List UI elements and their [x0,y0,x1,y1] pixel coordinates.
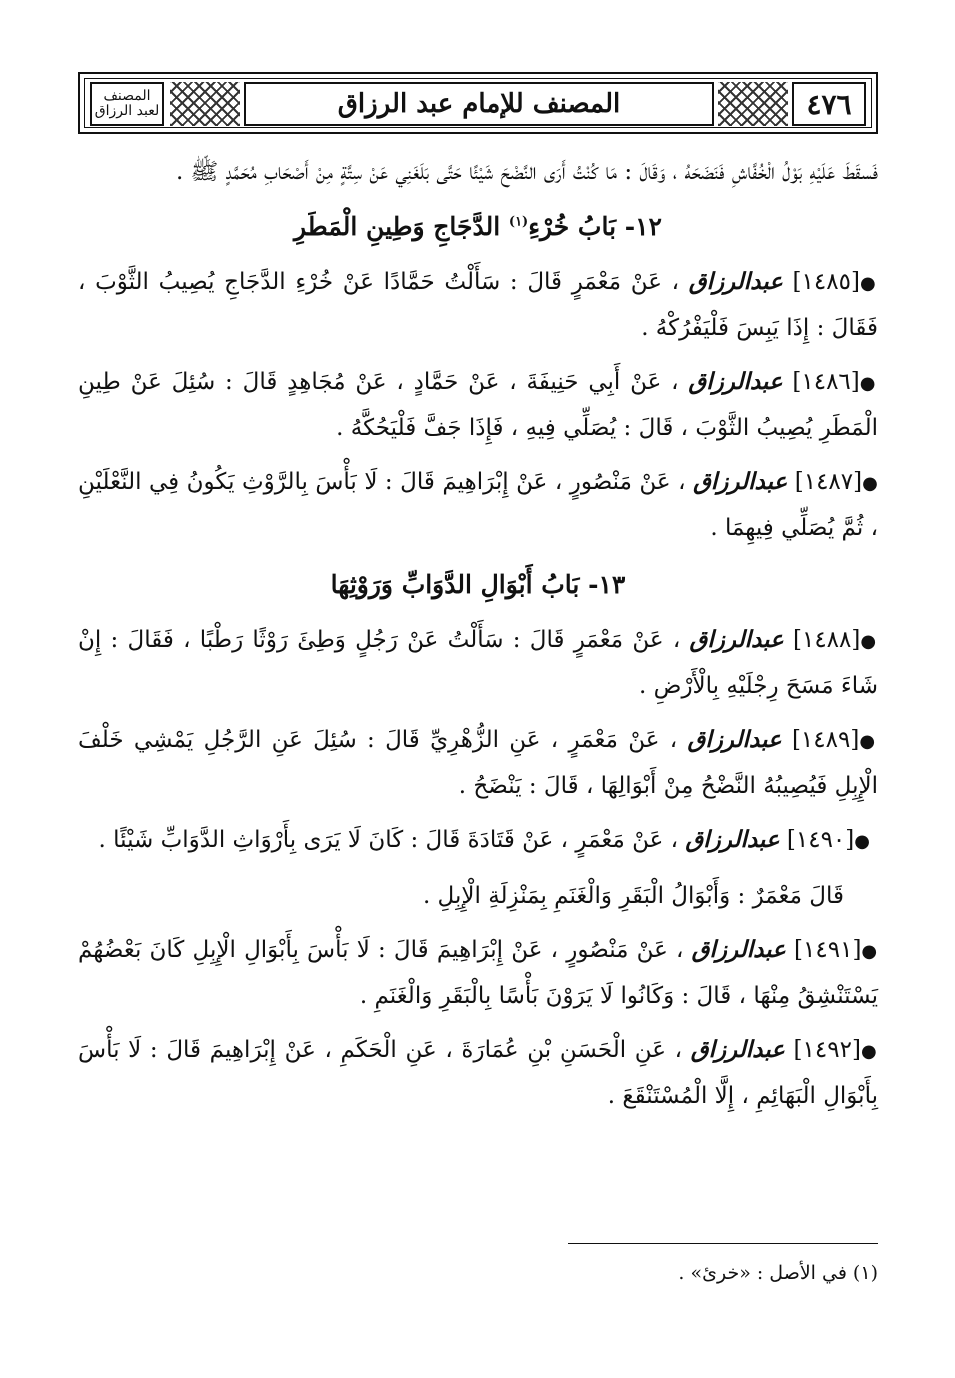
hadith-number: [١٤٨٧] [794,469,863,495]
hadith-author: عبدالرزاق [689,626,784,653]
book-seal [90,82,164,126]
hadith-number: [١٤٨٥] [792,269,860,295]
hadith-author: عبدالرزاق [685,826,780,853]
hadith-entry [78,718,878,808]
chapter-heading: ١٣- بَابُ أَبْوَالِ الدَّوَابِّ وَرَوْثِهَا [330,570,626,599]
hadith-number: [١٤٩٢] [793,1037,861,1063]
bullet-icon: ● [859,731,879,752]
hadith-author: عبدالرزاق [687,726,782,753]
chapter-heading-rest: الدَّجَاجِ وَطِينِ الْمَطَرِ [294,212,501,241]
page-body [78,150,878,1128]
hadith-entry [78,618,878,708]
hadith-note: قَالَ مَعْمَرٌ : وَأَبْوَالُ الْبَقَرِ وَالْغَنَمِ بِمَنْزِلَةِ الْإِبِلِ . [422,883,844,909]
hadith-number: [١٤٩١] [794,937,862,963]
hadith-text: ، عَنْ مَنْصُورٍ ، عَنْ إِبْرَاهِيمَ قَالَ : لَا بَأْسَ بِالرَّوْثِ يَكُونُ فِي النَّعْلَيْنِ ، ثُمَّ يُصَلِّي فِيهِمَا . [78,469,878,541]
ornament-left [170,82,240,126]
hadith-text: ، عَنْ مَعْمَرٍ قَالَ : سَأَلْتُ حَمَّادًا عَنْ خُرْءِ الدَّجَاجِ يُصِيبُ الثَّوْبَ ، فَقَالَ : إِذَا يَبِسَ فَلْيَفْرُكْهُ . [78,269,878,341]
hadith-text: ، عَنْ مَعْمَرٍ ، عَنْ قَتَادَةَ قَالَ : كَانَ لَا يَرَى بِأَرْوَاثِ الدَّوَابِّ شَيْئًا . [98,827,679,853]
hadith-entry [78,818,878,864]
bullet-icon: ● [854,831,870,852]
hadith-text: ، عَنْ مَنْصُورٍ ، عَنْ إِبْرَاهِيمَ قَالَ : لَا بَأْسَ بِأَبْوَالِ الْإِبِلِ كَانَ بَعْضُهُمْ يَسْتَنْشِقُ مِنْهَا ، قَالَ : وَكَانُوا لَا يَرَوْنَ بَأْسًا بِالْبَقَرِ وَالْغَنَمِ . [78,937,878,1009]
hadith-author: عبدالرزاق [690,1036,785,1063]
bullet-icon: ● [861,941,878,962]
bullet-icon: ● [859,273,878,294]
hadith-entry [78,460,878,550]
hadith-author: عبدالرزاق [693,468,788,495]
page-number: ٤٧٦ [806,87,852,121]
running-title-box [244,82,714,126]
hadith-entry [78,360,878,450]
footnote: (١) في الأصل : «خرئ» . [678,1262,878,1284]
bullet-icon: ● [862,473,879,494]
hadith-text: ، عَنِ الْحَسَنِ بْنِ عُمَارَةَ ، عَنِ الْحَكَمِ ، عَنْ إِبْرَاهِيمَ قَالَ : لَا بَأْسَ بِأَبْوَالِ الْبَهَائِمِ ، إِلَّا الْمُسْتَنْقَعَ . [78,1037,878,1109]
hadith-number: [١٤٨٨] [792,627,861,653]
hadith-author: عبدالرزاق [691,936,786,963]
chapter-heading [78,202,878,252]
page-number-box [792,82,866,126]
hadith-number: [١٤٩٠] [786,827,855,853]
footnote-divider [568,1243,878,1244]
continuation-paragraph: فَسقَطَ عَلَيْهِ بَوْلُ الْخُفَّاشِ فَنَضَحَهُ ، وَقَالَ : مَا كُنْتُ أَرَى النَّضْحَ شَيْئًا حَتَّى بَلَغَنِي عَنْ سِتَّةٍ مِنْ أَصْحَابِ مُحَمَّدٍ ﷺ . [175,159,878,185]
hadith-entry [78,928,878,1018]
bullet-icon: ● [860,631,879,652]
hadith-entry [78,1028,878,1118]
seal-line-2: لعبد الرزاق [94,103,160,119]
seal-line-1: المصنف [103,88,151,104]
running-title: المصنف للإمام عبد الرزاق [337,89,621,119]
page-header [78,72,878,134]
hadith-text: ، عَنْ أَبِي حَنِيفَةَ ، عَنْ حَمَّادٍ ، عَنْ مُجَاهِدٍ قَالَ : سُئِلَ عَنْ طِينِ الْمَطَرِ يُصِيبُ الثَّوْبَ ، قَالَ : يُصَلِّي فِيهِ ، فَإِذَا جَفَّ فَلْيَحُكَّهُ . [78,369,878,441]
hadith-number: [١٤٨٩] [791,727,860,753]
hadith-entry [78,260,878,350]
hadith-author: عبدالرزاق [688,268,783,295]
footnote-reference: (١) [508,214,529,230]
bullet-icon: ● [860,1041,878,1062]
hadith-text: ، عَنْ مَعْمَرٍ ، عَنِ الزُّهْرِيِّ قَالَ : سُئِلَ عَنِ الرَّجُلِ يَمْشِي خَلْفَ الْإِبِلِ فَيُصِيبُهُ النَّضْحُ مِنْ أَبْوَالِهَا ، قَالَ : يَنْضَحُ . [78,727,878,799]
bullet-icon: ● [859,373,878,394]
hadith-number: [١٤٨٦] [792,369,860,395]
hadith-author: عبدالرزاق [688,368,783,395]
ornament-right [718,82,788,126]
chapter-heading-title: ١٢- بَابُ خُرْءِ [528,212,662,241]
hadith-text: ، عَنْ مَعْمَرٍ قَالَ : سَأَلْتُ عَنْ رَجُلٍ وَطِئَ رَوْثًا رَطْبًا ، فَقَالَ : إِنْ شَاءَ مَسَحَ رِجْلَيْهِ بِالْأَرْضِ . [78,627,878,699]
